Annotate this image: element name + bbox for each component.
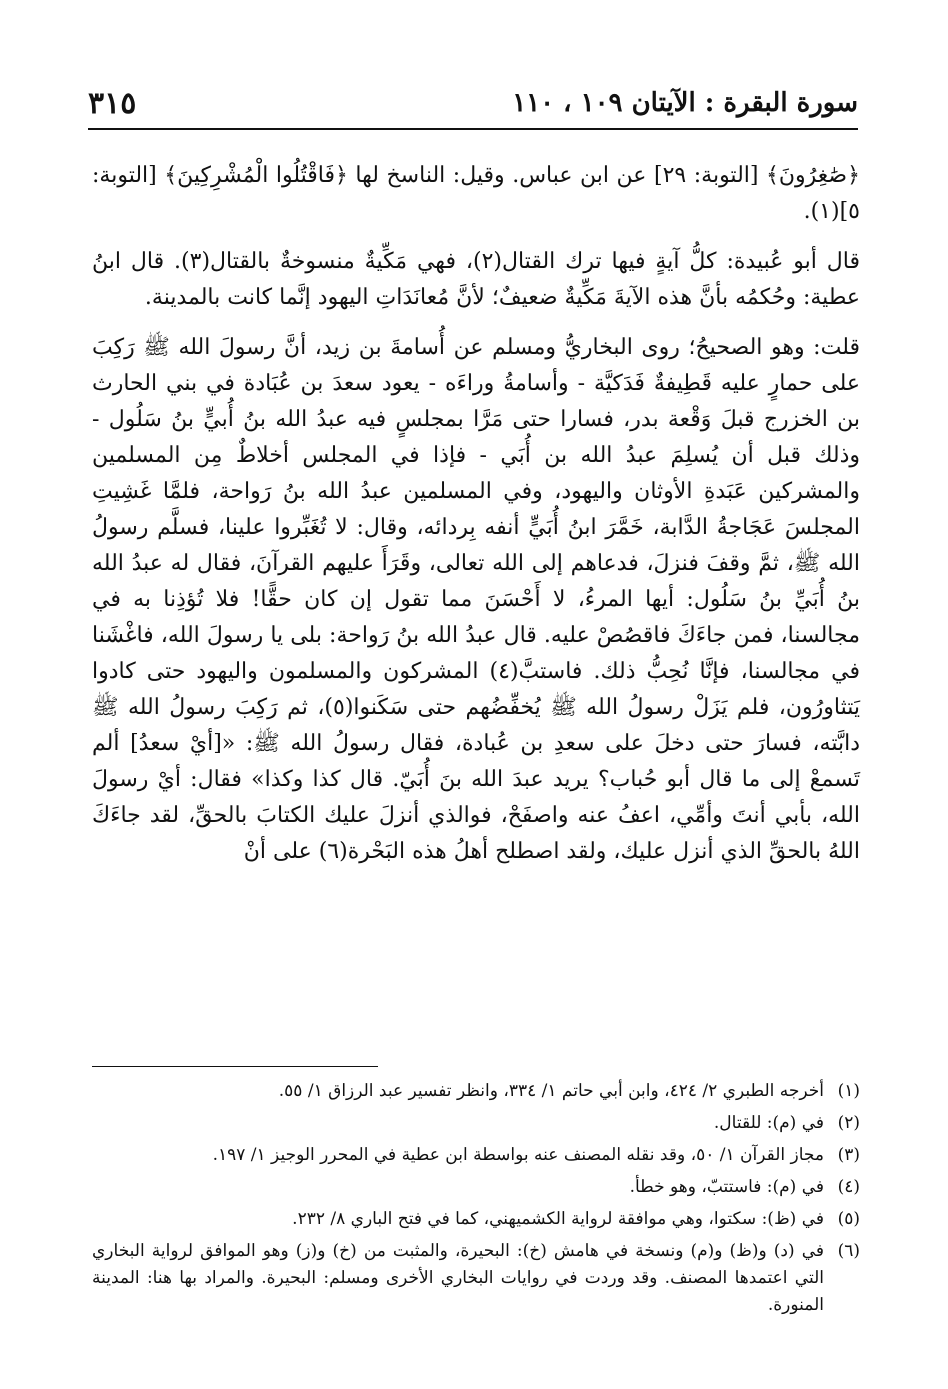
- footnote-number: (٢): [837, 1113, 860, 1133]
- footnote-item: [92, 1174, 860, 1201]
- footnote-text: في (د) و(ظ) و(م) ونسخة في هامش (خ): البحيرة، والمثبت من (خ) و(ز) وهو الموافق لرواية البخاري التي اعتمدها المصنف. وقد وردت في روايات البخاري الأخرى ومسلم: البحيرة. والمراد بها هنا: المدينة المنورة.: [92, 1241, 824, 1315]
- footnote-item: [92, 1078, 860, 1105]
- footnote-item: [92, 1142, 860, 1169]
- footnote-number: (١): [837, 1081, 860, 1101]
- footnotes: [92, 1078, 860, 1324]
- paragraph-2: قال أبو عُبيدة: كلُّ آيةٍ فيها ترك القتال(٢)، فهي مَكِّيةٌ منسوخةٌ بالقتال(٣). قال ابنُ عطية: وحُكمُه بأنَّ هذه الآيةَ مَكِّيةٌ ضعيفٌ؛ لأنَّ مُعانَدَاتِ اليهود إنَّما كانت بالمدينة.: [92, 249, 860, 310]
- footnote-separator: [92, 1066, 378, 1067]
- footnote-number: (٥): [837, 1209, 860, 1229]
- footnote-text: في (م): للقتال.: [713, 1113, 824, 1133]
- page-header: [88, 84, 858, 130]
- footnote-item: [92, 1110, 860, 1137]
- footnote-number: (٤): [837, 1177, 860, 1197]
- footnote-item: [92, 1238, 860, 1319]
- footnote-text: مجاز القرآن ١/ ٥٠، وقد نقله المصنف عنه بواسطة ابن عطية في المحرر الوجيز ١/ ١٩٧.: [212, 1145, 824, 1165]
- paragraph-3: قلت: وهو الصحيحُ؛ روى البخاريُّ ومسلم عن أُسامةَ بن زيد، أنَّ رسولَ الله ﷺ رَكِبَ على حمارٍ عليه قَطِيفةٌ فَدَكيَّة - وأسامةُ وراءَه - يعود سعدَ بن عُبَادة في بني الحارث بن الخزرج قبلَ وَقْعة بدر، فسارا حتى مَرَّا بمجلسٍ فيه عبدُ الله بنُ أُبيٍّ بنُ سَلُول - وذلك قبل أن يُسلِمَ عبدُ الله بن أُبَي - فإذا في المجلس أخلاطٌ مِن المسلمين والمشركين عَبَدةِ الأوثان واليهود، وفي المسلمين عبدُ الله بنُ رَواحة، فلمَّا غَشِيتِ المجلسَ عَجَاجةُ الدَّابة، خَمَّرَ ابنُ أُبَيٍّ أنفه بِردائه، وقال: لا تُغَبِّروا علينا، فسلَّم رسولُ الله ﷺ، ثمَّ وقفَ فنزلَ، فدعاهم إلى الله تعالى، وقَرَأَ عليهم القرآنَ، فقال له عبدُ الله بنُ أُبَيِّ بنُ سَلُول: أيها المرءُ، لا أَحْسَنَ مما تقول إن كان حقًّا! فلا تُؤذِنا به في مجالسنا، فمن جاءَكَ فاقصُصْ عليه. قال عبدُ الله بنُ رَواحة: بلى يا رسولَ الله، فاغْشَنا في مجالسنا، فإنَّا نُحِبُّ ذلك. فاستبَّ(٤) المشركون والمسلمون واليهود حتى كادوا يَتثاورُون، فلم يَزَلْ رسولُ الله ﷺ يُخفِّضُهم حتى سَكَنوا(٥)، ثم رَكِبَ رسولُ الله ﷺ دابَّته، فسارَ حتى دخلَ على سعدِ بن عُبادة، فقال رسولُ الله ﷺ: «[أيْ سعدُ] ألم تَسمعْ إلى ما قال أبو حُباب؟ يريد عبدَ الله بنَ أُبَيّ. قال كذا وكذا» فقال: أيْ رسولَ الله، بأبي أنتَ وأمِّي، اعفُ عنه واصفَحْ، فوالذي أنزلَ عليك الكتابَ بالحقِّ، لقد جاءَكَ اللهُ بالحقِّ الذي أنزل عليك، ولقد اصطلح أهلُ هذه البَحْرة(٦) على أنْ: [92, 335, 860, 864]
- running-title: سورة البقرة : الآيتان ١٠٩ ، ١١٠: [512, 88, 858, 118]
- footnote-text: في (م): فاستتبّ، وهو خطأ.: [629, 1177, 824, 1197]
- page-number: ٣١٥: [88, 86, 137, 121]
- footnote-text: أخرجه الطبري ٢/ ٤٢٤، وابن أبي حاتم ١/ ٣٣٤، وانظر تفسير عبد الرزاق ١/ ٥٥.: [278, 1081, 824, 1101]
- paragraph-1: ﴿صَٰغِرُونَ﴾ [التوبة: ٢٩] عن ابن عباس. وقيل: الناسخ لها ﴿فَاقْتُلُوا الْمُشْرِكِينَ﴾ [التوبة: ٥](١).: [92, 163, 860, 224]
- main-text: [92, 158, 860, 884]
- footnote-number: (٣): [837, 1145, 860, 1165]
- footnote-text: في (ظ): سكتوا، وهي موافقة لرواية الكشميهني، كما في فتح الباري ٨/ ٢٣٢.: [292, 1209, 824, 1229]
- footnote-number: (٦): [837, 1241, 860, 1261]
- footnote-item: [92, 1206, 860, 1233]
